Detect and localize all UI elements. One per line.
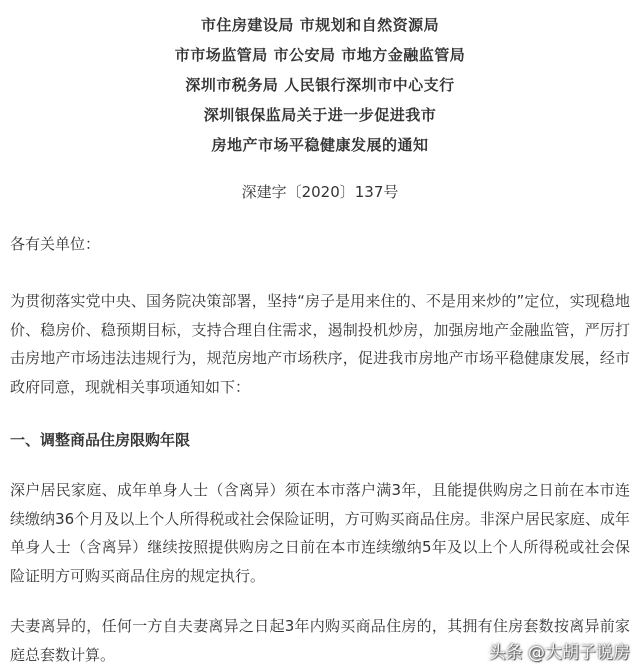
intro-paragraph: 为贯彻落实党中央、国务院决策部署，坚持“房子是用来住的、不是用来炒的”定位，实现稳地价、稳房价、稳预期目标，支持合理自住需求，遏制投机炒房，加强房地产金融监管，严厉打击房地产市场违法违规行为，规范房地产市场秩序，促进我市房地产市场平稳健康发展，经市政府同意，现就相关事项通知如下： — [10, 292, 630, 396]
title-line-5: 房地产市场平稳健康发展的通知 — [211, 136, 429, 154]
salutation: 各有关单位： — [10, 235, 101, 253]
section-heading: 一、调整商品住房限购年限 — [10, 431, 191, 449]
title-line-3: 深圳市税务局 人民银行深圳市中心支行 — [185, 76, 455, 94]
title-line-4: 深圳银保监局关于进一步促进我市 — [203, 106, 437, 124]
watermark: 头条 @大胡子说房 — [488, 643, 630, 663]
document-number: 深建字〔2020〕137号 — [241, 183, 399, 201]
title-line-1: 市住房建设局 市规划和自然资源局 — [200, 16, 440, 34]
document-title — [0, 10, 640, 160]
section-paragraph-1: 深户居民家庭、成年单身人士（含离异）须在本市落户满3年，且能提供购房之日前在本市连续缴纳36个月及以上个人所得税或社会保险证明，方可购买商品住房。非深户居民家庭、成年单身人士（含离异）继续按照提供购房之日前在本市连续缴纳5年及以上个人所得税或社会保险证明方可购买商品住房的规定执行。 — [10, 481, 630, 585]
title-line-2: 市市场监管局 市公安局 市地方金融监管局 — [174, 46, 466, 64]
section-paragraph-2: 夫妻离异的，任何一方自夫妻离异之日起3年内购买商品住房的，其拥有住房套数按离异前家庭总套数计算。 — [10, 617, 630, 664]
